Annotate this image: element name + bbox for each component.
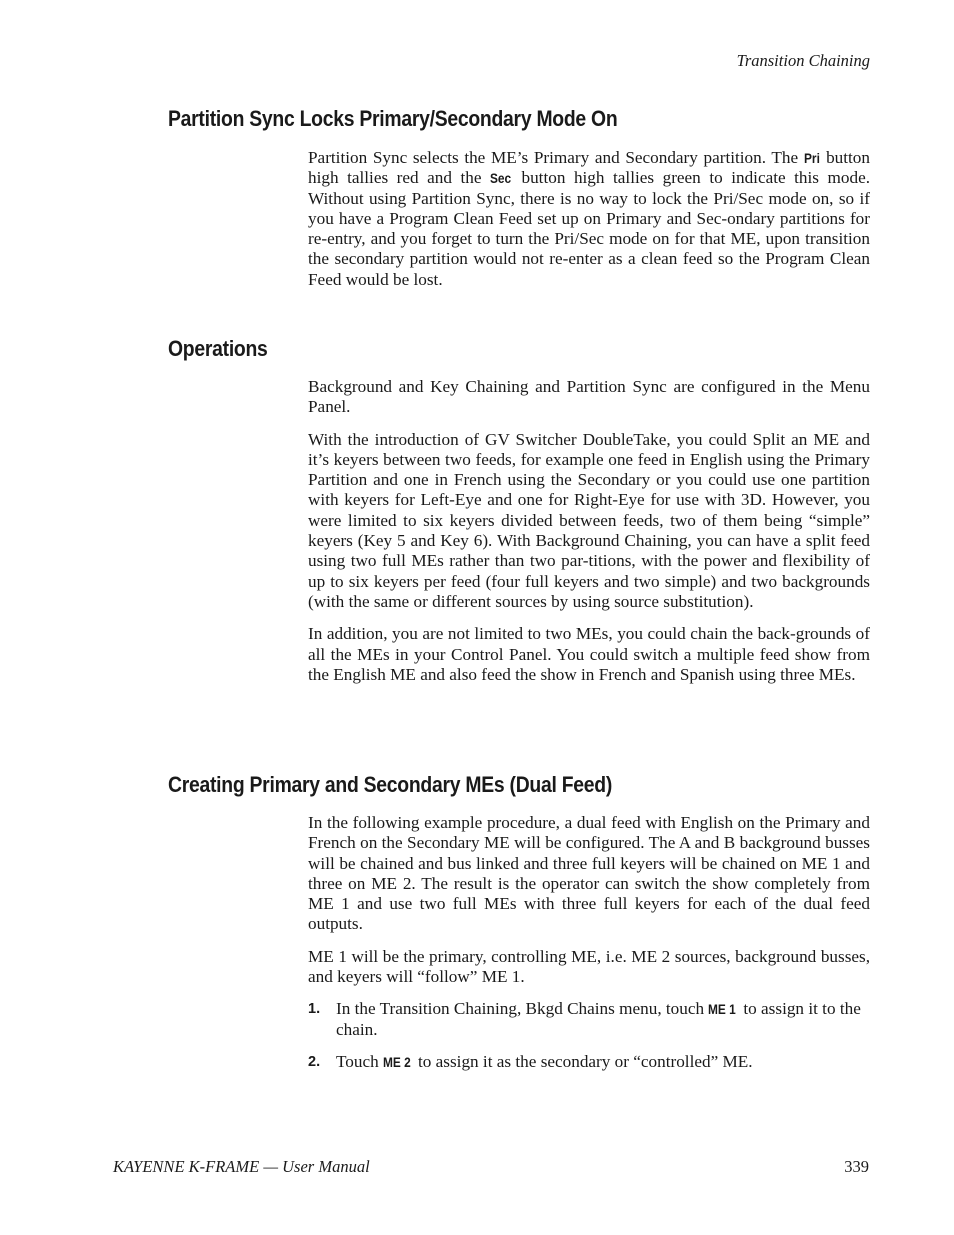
footer-manual-title: KAYENNE K-FRAME — User Manual [113, 1157, 370, 1176]
section-heading-partition-sync: Partition Sync Locks Primary/Secondary Mode On [168, 106, 618, 131]
section-heading-dual-feed: Creating Primary and Secondary MEs (Dual Feed) [168, 772, 613, 797]
text-run: Touch [336, 1051, 384, 1071]
step-item [308, 999, 870, 1040]
text-run: to assign it as the secondary or “controlled” ME. [413, 1051, 753, 1071]
operations-body [308, 377, 870, 697]
operations-paragraph-2: With the introduction of GV Switcher DoubleTake, you could Split an ME and it’s keyers between two feeds, for example one feed in English using the Primary Partition and one in French using the Secondary or you could use one partition with keyers for Left-Eye and one for Right-Eye for use with 3D. However, you were limited to six keyers divided between feeds, two of them being “simple” keyers (Key 5 and Key 6). With Background Chaining, you can have a split feed using two full MEs rather than two par-titions, with the power and flexibility of up to six keyers per feed (four full keyers and two simple) and two backgrounds (with the same or different sources by using source substitution). [308, 429, 870, 611]
running-header: Transition Chaining [736, 51, 870, 70]
text-run: button high tallies red and the [308, 148, 870, 188]
operations-paragraph-3: In addition, you are not limited to two MEs, you could chain the back-grounds of all the MEs in your Control Panel. You could switch a multiple feed show from the English ME and also feed the show in French and Spanish using three MEs. [308, 624, 870, 684]
partition-sync-paragraph [308, 148, 870, 290]
dual-feed-body [308, 813, 870, 1084]
text-run: to assign it to the chain. [336, 999, 861, 1039]
procedure-steps [308, 999, 870, 1072]
footer-page-number: 339 [844, 1157, 869, 1176]
pri-button-label: Pri [803, 150, 820, 166]
dual-feed-paragraph-1: In the following example procedure, a dual feed with English on the Primary and French on the Secondary ME will be configured. The A and B background busses will be chained and bus linked and three full keyers will be chained on ME 1 and three on ME 2. The result is the operator can switch the show completely from ME 1 and use two full MEs with three full keyers for each of the dual feed outputs. [308, 813, 870, 934]
operations-paragraph-1: Background and Key Chaining and Partition Sync are configured in the Menu Panel. [308, 377, 870, 417]
step-item [308, 1052, 870, 1072]
me2-button-label: ME 2 [383, 1053, 411, 1070]
text-run: In the Transition Chaining, Bkgd Chains menu, touch [336, 999, 709, 1019]
dual-feed-paragraph-2: ME 1 will be the primary, controlling ME, i.e. ME 2 sources, background busses, and keyers will “follow” ME 1. [308, 946, 870, 987]
partition-sync-body [308, 148, 870, 302]
section-heading-operations: Operations [168, 336, 268, 361]
me1-button-label: ME 1 [708, 1001, 737, 1018]
step-number: 1. [308, 1001, 321, 1018]
text-run: button high tallies green to indicate this mode. Without using Partition Sync, there is no way to lock the Pri/Sec mode on, so if you have a Program Clean Feed set up on Primary and Sec-ondary partitions for re-entry, and you forget to turn the Pri/Sec mode on for that ME, upon transition the secondary partition would not re-enter as a clean feed so the Program Clean Feed would be lost. [308, 168, 870, 289]
sec-button-label: Sec [490, 170, 512, 187]
text-run: Partition Sync selects the ME’s Primary and Secondary partition. The [308, 148, 804, 167]
step-number: 2. [308, 1053, 321, 1070]
